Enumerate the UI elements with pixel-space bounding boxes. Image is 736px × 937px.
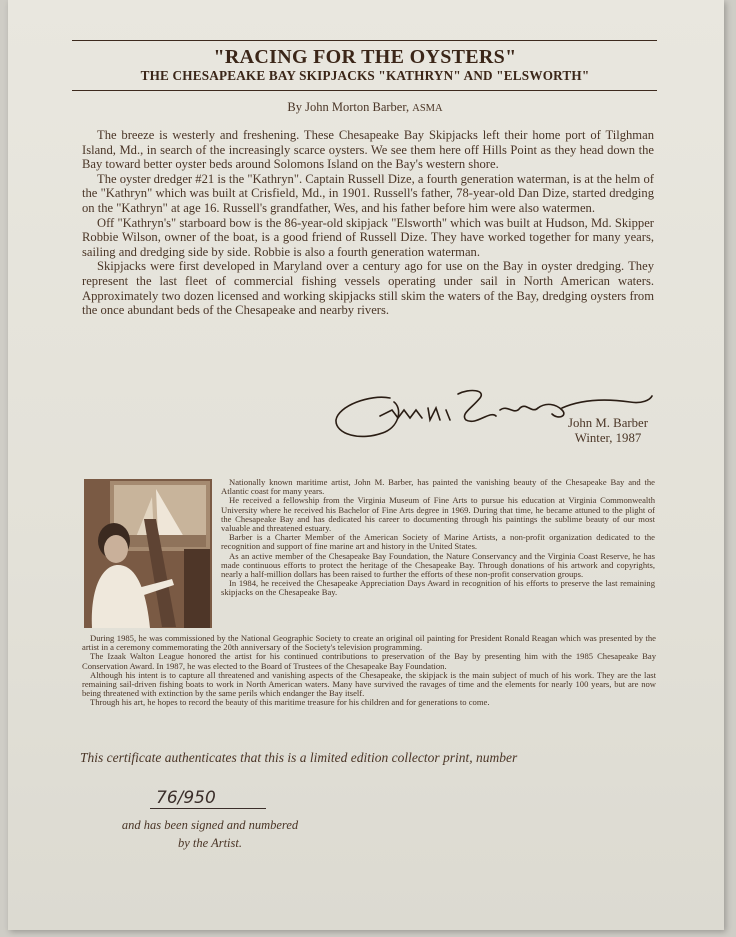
artist-name: John M. Barber bbox=[568, 416, 648, 430]
signature-date: Winter, 1987 bbox=[574, 430, 642, 445]
artist-bio bbox=[221, 478, 655, 598]
bio-paragraph: As an active member of the Chesapeake Bay Foundation, the Nature Conservancy and the Virginia Coast Reserve, he has made continuous efforts to protect the heritage of the Chesapeake Bay. Through donations of his artwork and copyrights, nearly a half-million dollars has been raised to further the efforts of these non-profit conservation groups. bbox=[221, 550, 655, 580]
story-body bbox=[82, 128, 654, 318]
bio-paragraph: Although his intent is to capture all threatened and vanishing aspects of the Chesapeake, the skipjack is the main subject of much of his work. They are the last remaining sail-driven fishing boats to work in North American waters. Many have survived the ravages of time and the elements for nearly 100 years, but are now being threatened with extinction by the same perils which endanger the Bay itself. bbox=[82, 669, 656, 699]
bio-paragraph: He received a fellowship from the Virginia Museum of Fine Arts to pursue his education at Virginia Commonwealth University where he received his Bachelor of Fine Arts degree in 1969. During that time, he became attuned to the plight of the Chesapeake Bay and has dedicated his career to documenting through his paintings the sublime beauty of our most valuable and threatened estuary. bbox=[221, 495, 655, 534]
bio-paragraph: Through his art, he hopes to record the beauty of this maritime treasure for his children and for generations to come. bbox=[90, 697, 490, 708]
bio-paragraph: In 1984, he received the Chesapeake Appreciation Days Award in recognition of his efforts to preserve the last remaining skipjacks on the Chesapeake Bay. bbox=[221, 578, 655, 598]
bio-paragraph: Barber is a Charter Member of the American Society of Marine Artists, a non-profit organization dedicated to the recognition and support of fine marine art and history in the United States. bbox=[221, 532, 655, 552]
signed-line-1: and has been signed and numbered bbox=[121, 818, 299, 832]
story-paragraph: The oyster dredger #21 is the "Kathryn". Captain Russell Dize, a fourth generation waterman, is at the helm of the "Kathryn" which was built at Crisfield, Md., in 1901. Russell's father, 78-year-old Dan Dize, started dredging on the "Kathryn" at age 16. Russell's grandfather, Wes, and his father before him were also watermen. bbox=[82, 171, 654, 215]
document-title: "RACING FOR THE OYSTERS" bbox=[213, 46, 517, 68]
byline-suffix: ASMA bbox=[412, 103, 443, 114]
top-rule bbox=[72, 40, 657, 41]
bio-paragraph: During 1985, he was commissioned by the National Geographic Society to create an original oil painting for President Ronald Reagan which was presented by the artist in a ceremony commemorating the 20th anniversary of the Society's television programming. bbox=[82, 633, 656, 653]
story-paragraph: The breeze is westerly and freshening. These Chesapeake Bay Skipjacks left their home port of Tilghman Island, Md., in search of the increasingly scarce oysters. We see them here off Hills Point as they head down the Bay toward better oyster beds around Solomons Island on the Bay's western shore. bbox=[82, 128, 654, 172]
certificate-statement: This certificate authenticates that this is a limited edition collector print, number bbox=[80, 750, 518, 765]
bio-paragraph: The Izaak Walton League honored the artist for his continued contributions to preservation of the Bay by presenting him with the 1985 Chesapeake Bay Conservation Award. In 1987, he was elected to the Board of Trustees of the Chesapeake Bay Foundation. bbox=[82, 651, 656, 671]
edition-number: 76/950 bbox=[150, 788, 266, 809]
byline-text: By John Morton Barber, bbox=[287, 100, 410, 114]
signed-statement bbox=[110, 816, 310, 852]
title-rule bbox=[72, 90, 657, 91]
document-subtitle: THE CHESAPEAKE BAY SKIPJACKS "KATHRYN" AND "ELSWORTH" bbox=[140, 68, 590, 83]
signed-line-2: by the Artist. bbox=[177, 836, 242, 850]
artist-bio-continued bbox=[82, 634, 656, 708]
signature-caption bbox=[553, 416, 663, 445]
bio-paragraph: Nationally known maritime artist, John M. Barber, has painted the vanishing beauty of the Chesapeake Bay and the Atlantic coast for many years. bbox=[221, 477, 655, 497]
artist-photo bbox=[84, 479, 212, 628]
story-paragraph: Skipjacks were first developed in Maryland over a century ago for use on the Bay in oyster dredging. They represent the last fleet of commercial fishing vessels operating under sail in North American waters. Approximately two dozen licensed and working skipjacks still skim the waters of the Bay, dredging oysters from the once abundant beds of the Chesapeake and nearby rivers. bbox=[82, 259, 654, 318]
story-paragraph: Off "Kathryn's" starboard bow is the 86-year-old skipjack "Elsworth" which was built at Hudson, Md. Skipper Robbie Wilson, owner of the boat, is a good friend of Russell Dize. They have worked together for many years, sailing and dredging side by side. Robbie is also a fourth generation waterman. bbox=[82, 215, 654, 259]
byline bbox=[70, 100, 660, 115]
